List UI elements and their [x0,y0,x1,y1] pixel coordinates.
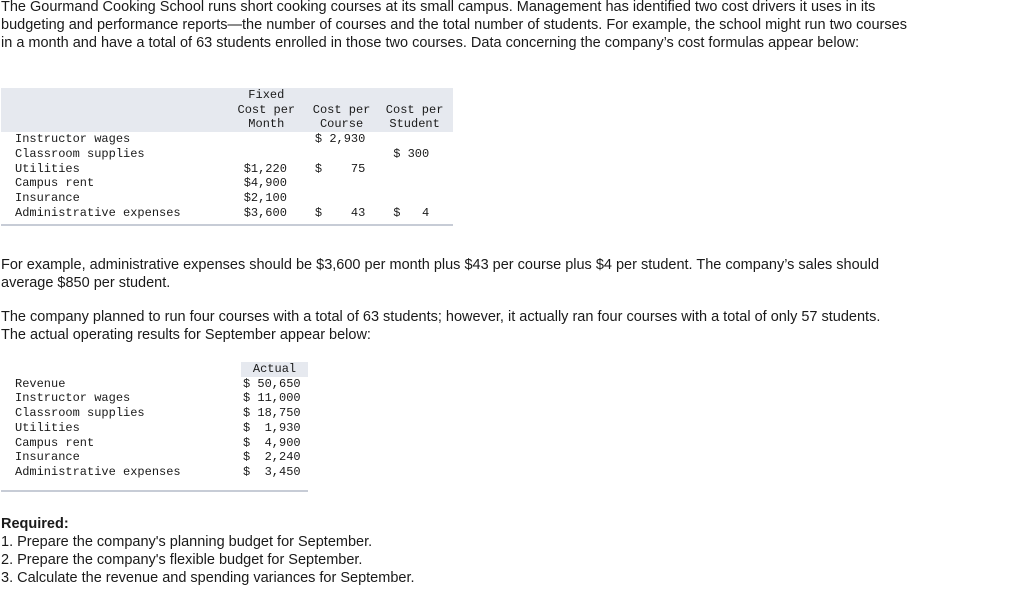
table-bottom-rule [1,220,453,225]
cost-formula-table [1,88,453,226]
actual-cell: $ 18,750 [243,406,301,421]
actual-results-table [1,362,308,492]
intro-paragraph: The Gourmand Cooking School runs short cooking courses at its small campus. Management has identified two cost drivers it uses in its budgeting and performance reports—the number of courses and the total number of students. For example, the school might run two courses in a month and have a total of 63 students enrolled in those two courses. Data concerning the company’s cost formulas appear below: [1,0,907,51]
actual-cell: $ 4,900 [243,435,301,450]
actual-table-header-row [1,362,308,377]
table-row [1,450,308,465]
cost-table-header-row [1,88,453,132]
plan-paragraph: The company planned to run four courses with a total of 63 students; however, it actually ran four courses with a total of only 57 students. The actual operating results for September appear below: [1,309,881,343]
course-cell: $ 2,930 [314,132,366,147]
fixed-cell [232,132,307,147]
student-cell [376,162,453,177]
fixed-cell: $2,100 [243,190,287,205]
example-paragraph: For example, administrative expenses should be $3,600 per month plus $43 per course plus $4 per student. The company’s sales should average $850 per student. [1,257,880,291]
required-title: Required: [1,516,69,532]
required-section [1,515,415,587]
table-row [1,421,308,436]
student-cell: $ 4 [393,205,430,220]
row-label: Insurance [15,450,80,465]
course-cell [307,191,376,206]
row-label: Utilities [15,420,80,435]
table-row [1,436,308,451]
required-item: 1. Prepare the company's planning budget for September. [1,534,373,550]
row-label: Instructor wages [15,391,131,406]
table-row [1,465,308,480]
student-cell [376,176,453,191]
table-bottom-rule [1,480,308,491]
table-row [1,132,453,147]
table-row [1,191,453,206]
actual-cell: $ 11,000 [243,391,301,406]
table-row [1,162,453,177]
row-label: Administrative expenses [15,205,181,220]
actual-cell: $ 1,930 [243,420,301,435]
header-fixed-cost: Fixed Cost per Month [237,88,296,132]
header-cost-per-student: Cost per Student [385,102,444,132]
course-cell: $ 75 [314,161,366,176]
row-label: Instructor wages [15,132,131,147]
required-item: 3. Calculate the revenue and spending variances for September. [1,570,415,586]
header-blank [1,88,232,132]
student-cell: $ 300 [393,146,430,161]
row-label: Campus rent [15,435,95,450]
fixed-cell: $1,220 [243,161,287,176]
header-blank [1,362,241,377]
row-label: Revenue [15,376,66,391]
row-label: Classroom supplies [15,406,145,421]
row-label: Campus rent [15,176,95,191]
fixed-cell: $4,900 [243,176,287,191]
table-row [1,391,308,406]
fixed-cell: $3,600 [243,205,287,220]
student-cell [376,132,453,147]
course-cell [307,176,376,191]
student-cell [376,191,453,206]
table-row [1,147,453,162]
table-row [1,406,308,421]
course-cell: $ 43 [314,205,366,220]
header-actual: Actual [252,362,297,376]
row-label: Insurance [15,190,80,205]
actual-cell: $ 50,650 [243,376,301,391]
row-label: Classroom supplies [15,146,145,161]
row-label: Administrative expenses [15,464,181,479]
actual-cell: $ 3,450 [243,464,301,479]
table-row [1,206,453,221]
fixed-cell [232,147,307,162]
required-item: 2. Prepare the company's flexible budget for September. [1,552,363,568]
row-label: Utilities [15,161,80,176]
table-row [1,176,453,191]
actual-cell: $ 2,240 [243,450,301,465]
table-row [1,377,308,392]
course-cell [307,147,376,162]
header-cost-per-course: Cost per Course [312,102,371,132]
